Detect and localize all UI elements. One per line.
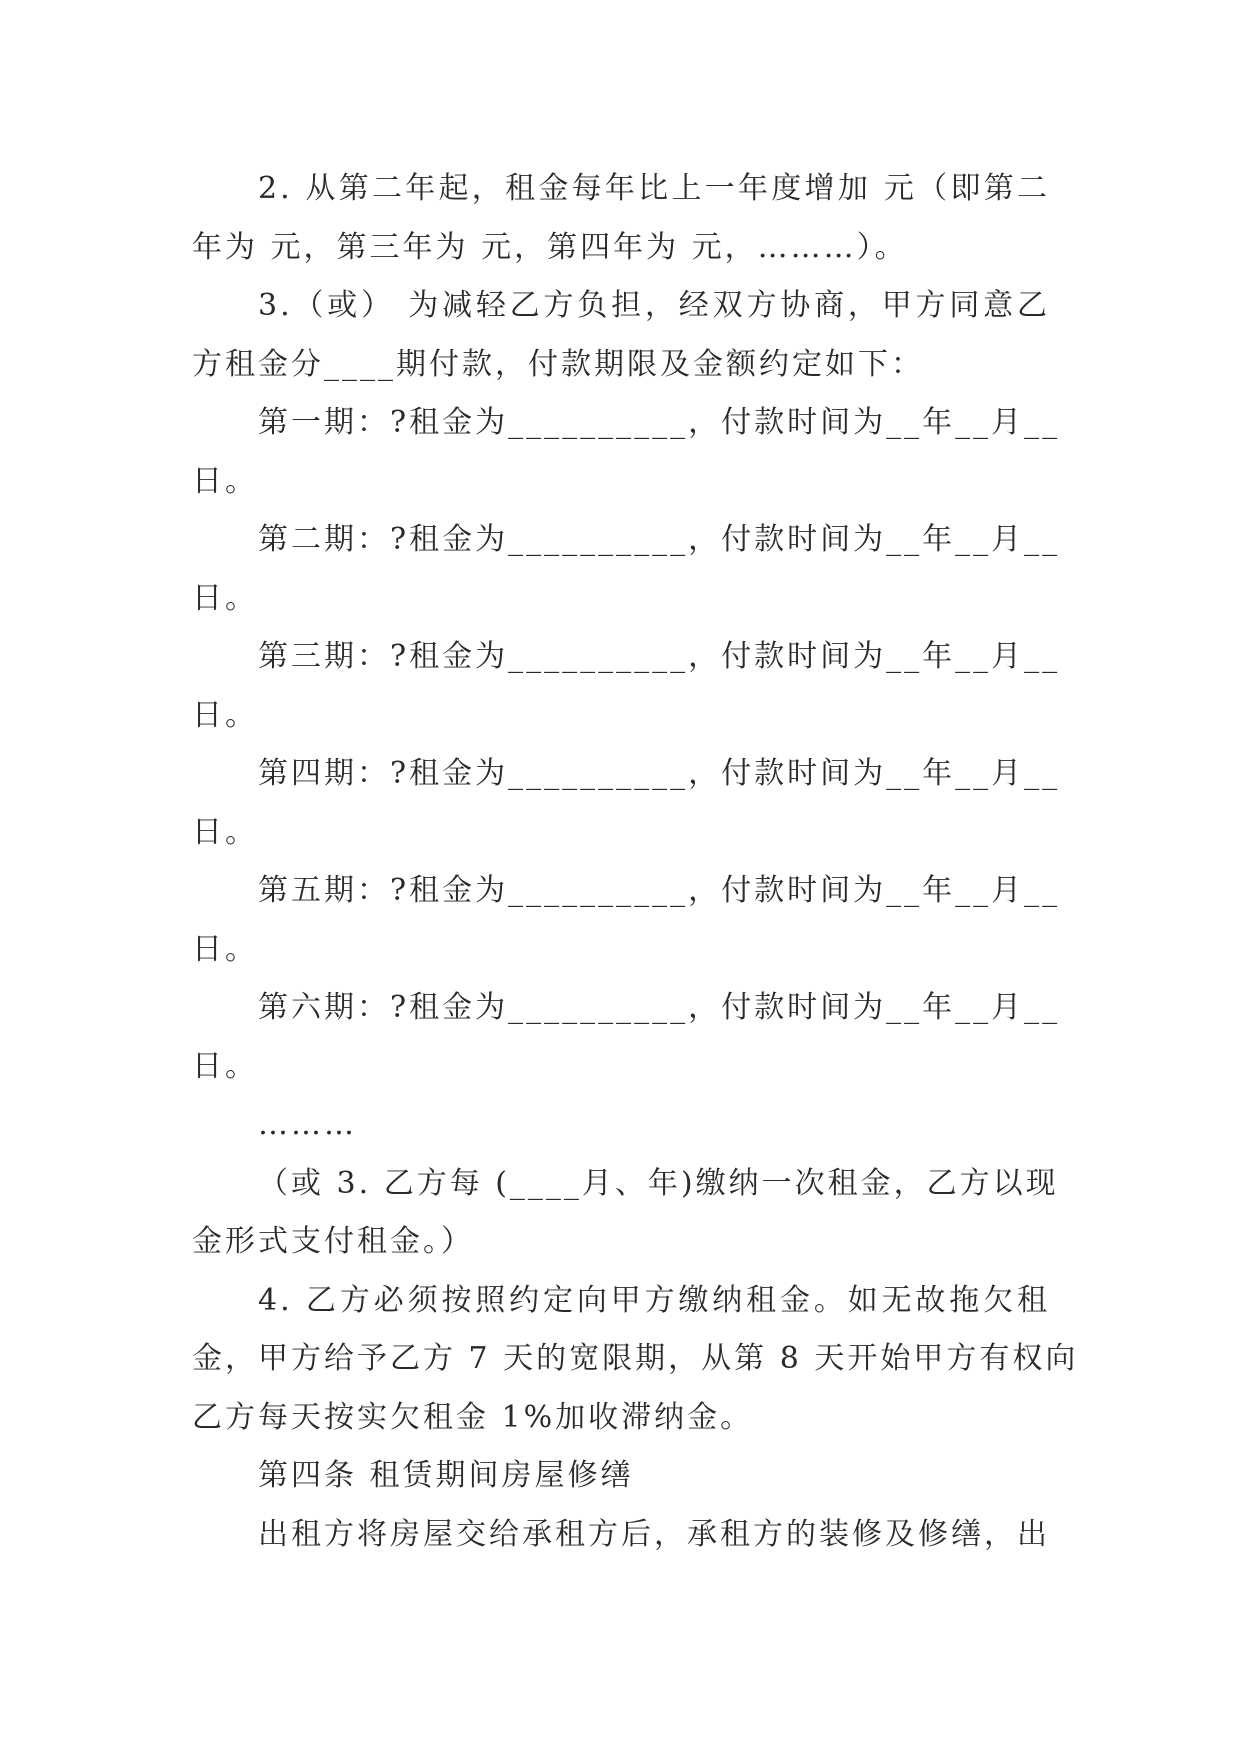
text-line: 方租金分____期付款，付款期限及金额约定如下： xyxy=(192,346,924,382)
text-line: 2. 从第二年起，租金每年比上一年度增加 元（即第二 xyxy=(258,171,1050,206)
text-line: 日。 xyxy=(192,580,258,616)
text-line: 日。 xyxy=(192,931,258,967)
text-line: 第一期：?租金为__________，付款时间为__年__月__ xyxy=(258,405,1061,440)
text-line: ……… xyxy=(258,1107,357,1142)
text-line: 第二期：?租金为__________，付款时间为__年__月__ xyxy=(258,522,1061,557)
text-line: 乙方每天按实欠租金 1%加收滞纳金。 xyxy=(192,1399,754,1435)
text-line: （或 3. 乙方每 (____月、年)缴纳一次租金，乙方以现 xyxy=(258,1165,1059,1201)
text-line: 4. 乙方必须按照约定向甲方缴纳租金。如无故拖欠租 xyxy=(258,1282,1050,1318)
text-line: 第五期：?租金为__________，付款时间为__年__月__ xyxy=(258,873,1061,908)
text-line: 金形式支付租金。） xyxy=(192,1224,474,1259)
text-line: 日。 xyxy=(192,463,258,499)
section-heading: 第四条 租赁期间房屋修缮 xyxy=(258,1458,634,1493)
text-line: 日。 xyxy=(192,1048,258,1084)
text-line: 第六期：?租金为__________，付款时间为__年__月__ xyxy=(258,990,1061,1025)
text-line: 日。 xyxy=(192,697,258,733)
text-line: 第三期：?租金为__________，付款时间为__年__月__ xyxy=(258,639,1061,674)
text-line: 金，甲方给予乙方 7 天的宽限期，从第 8 天开始甲方有权向 xyxy=(192,1341,1079,1376)
text-line: 3.（或） 为减轻乙方负担，经双方协商，甲方同意乙 xyxy=(258,288,1050,323)
text-line: 出租方将房屋交给承租方后，承租方的装修及修缮，出 xyxy=(258,1516,1050,1552)
text-line: 日。 xyxy=(192,814,258,850)
text-line: 年为 元，第三年为 元，第四年为 元，………）。 xyxy=(192,229,908,265)
text-line: 第四期：?租金为__________，付款时间为__年__月__ xyxy=(258,756,1061,791)
document-page xyxy=(192,160,1079,1564)
